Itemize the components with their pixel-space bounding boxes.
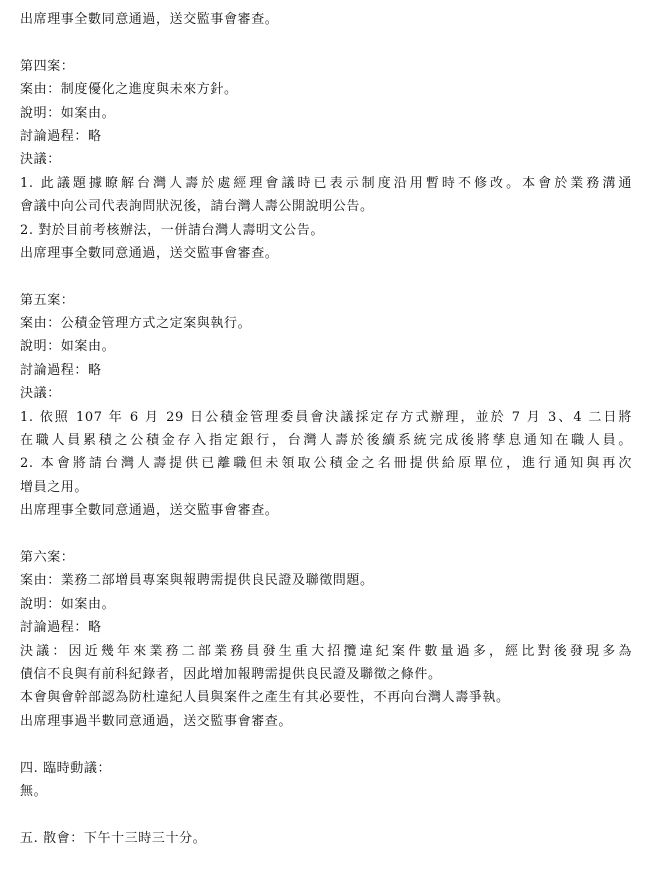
section4-content: 無。 [20,783,48,799]
case5-resolution-item1-line1: 1. 依照 107 年 6 月 29 日公積金管理委員會決議採定存方式辦理，並於 7 月 3、4 二日將 [20,409,632,425]
case6-resolution-line2: 債信不良與有前科紀錄者，因此增加報聘需提供良民證及聯徵之條件。 [20,666,442,682]
opening-outcome-line: 出席理事全數同意通過，送交監事會審查。 [20,12,279,27]
spacer [20,265,632,288]
case5-resolution-item2-line1: 2. 本會將請台灣人壽提供已離職但未領取公積金之名冊提供給原單位，進行通知與再次 [20,456,632,472]
case5-explanation: 說明：如案由。 [20,339,116,355]
case5-cause: 案由：公積金管理方式之定案與執行。 [20,316,252,332]
case6-heading: 第六案： [20,549,75,565]
case4-outcome: 出席理事全數同意通過，送交監事會審查。 [20,245,279,261]
spacer [20,31,632,54]
case4-discussion: 討論過程：略 [20,128,102,144]
case4-resolution-item1-line2: 會議中向公司代表詢問狀況後，請台灣人壽公開說明公告。 [20,199,374,215]
case5-outcome: 出席理事全數同意通過，送交監事會審查。 [20,503,279,519]
spacer [20,523,632,546]
case4-cause: 案由：制度優化之進度與未來方針。 [20,82,238,98]
case6-cause: 案由：業務二部增員專案與報聘需提供良民證及聯徵問題。 [20,573,374,589]
case5-resolution-item1-line2: 在職人員累積之公積金存入指定銀行，台灣人壽於後續系統完成後將孳息通知在職人員。 [20,433,632,449]
case4-resolution-label: 決議： [20,152,61,168]
case6-resolution-line3: 本會與會幹部認為防杜違紀人員與案件之產生有其必要性，不再向台灣人壽爭執。 [20,690,510,706]
case4-resolution-item2: 2. 對於目前考核辦法，一併請台灣人壽明文公告。 [20,222,324,238]
spacer [20,733,632,756]
section4-heading: 四. 臨時動議： [20,760,112,776]
case6-outcome: 出席理事過半數同意通過，送交監事會審查。 [20,713,293,729]
case4-heading: 第四案： [20,58,75,74]
case5-resolution-item2-line2: 增員之用。 [20,479,89,495]
case6-explanation: 說明：如案由。 [20,596,116,612]
case6-resolution-line1: 決議：因近幾年來業務二部業務員發生重大招攬違紀案件數量過多，經比對後發現多為 [20,643,632,659]
case5-discussion: 討論過程：略 [20,362,102,378]
section5-heading: 五. 散會：下午十三時三十分。 [20,830,207,846]
spacer [20,803,632,826]
case5-resolution-label: 決議： [20,386,61,402]
case5-heading: 第五案： [20,292,75,308]
case6-discussion: 討論過程：略 [20,620,102,636]
case4-resolution-item1-line1: 1. 此議題據瞭解台灣人壽於處經理會議時已表示制度沿用暫時不修改。本會於業務溝通 [20,175,632,191]
case4-explanation: 說明：如案由。 [20,105,116,121]
